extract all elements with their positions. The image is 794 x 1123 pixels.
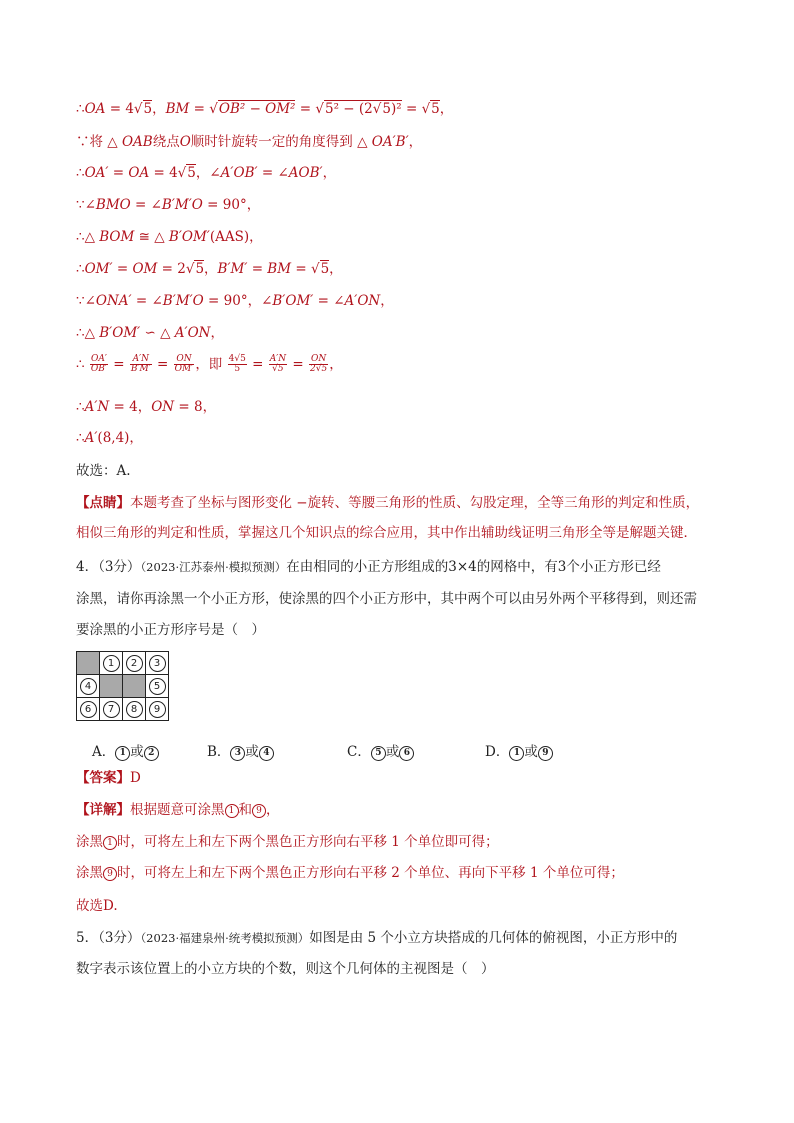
q4-line-1: 4．（3分）（2023·江苏泰州·模拟预测）在由相同的小正方形组成的3×4的网格中，有3个小正方形已经 bbox=[76, 559, 661, 575]
grid-row bbox=[77, 675, 169, 698]
grid-cell bbox=[100, 652, 123, 675]
grid-cell bbox=[123, 698, 146, 721]
grid-cell-number: 1 bbox=[103, 655, 120, 672]
option-d[interactable]: D． 1 或 9 bbox=[485, 740, 553, 761]
solution-line-4: ∵∠BMO = ∠B′M′O = 90°， bbox=[76, 197, 261, 213]
fraction: $\frac{A'N}{√5}$ bbox=[269, 354, 287, 375]
grid-cell-shaded bbox=[100, 675, 123, 698]
grid-cell-number: 4 bbox=[80, 678, 97, 695]
solution-line-11: ∴A′(8,4)， bbox=[76, 430, 143, 446]
grid-cell-number: 7 bbox=[103, 701, 120, 718]
grid-cell-number: 5 bbox=[149, 678, 166, 695]
solution-line-9: ∴ $\frac{OA'}{OB'}$ = $\frac{A'N}{B'M'}$ = $\frac{ON}{OM'}$ ，即 $\frac{4√5}{5}$ = $\frac{A'N}{√5}$ = $\frac{ON}{2√5}$ ， bbox=[76, 354, 343, 375]
fraction: $\frac{4√5}{5}$ bbox=[228, 354, 246, 375]
fraction: $\frac{ON}{2√5}$ bbox=[310, 354, 328, 375]
grid-cell bbox=[146, 652, 169, 675]
grid-cell-number: 3 bbox=[149, 655, 166, 672]
grid-cell bbox=[100, 698, 123, 721]
q4-grid bbox=[76, 651, 169, 721]
solution-line-2: ∵将 △ OAB绕点O顺时针旋转一定的角度得到 △ OA′B′， bbox=[76, 134, 423, 150]
solution-line-5: ∴△ BOM ≅ △ B′OM′(AAS)， bbox=[76, 229, 263, 245]
q4-line-3: 要涂黑的小正方形序号是（ ） bbox=[76, 622, 265, 638]
option-a[interactable]: A． 1 或 2 bbox=[92, 740, 159, 761]
grid-cell bbox=[146, 698, 169, 721]
grid-cell-shaded bbox=[123, 675, 146, 698]
q5-line-2: 数字表示该位置上的小立方块的个数，则这个几何体的主视图是（ ） bbox=[76, 961, 495, 977]
comment-line-2: 相似三角形的判定和性质，掌握这几个知识点的综合应用，其中作出辅助线证明三角形全等是解题关键． bbox=[76, 525, 697, 541]
grid-cell bbox=[77, 675, 100, 698]
grid-cell-shaded bbox=[77, 652, 100, 675]
grid-cell-number: 6 bbox=[80, 701, 97, 718]
solution-line-6: ∴OM′ = OM = 2√5，B′M′ = BM = √5， bbox=[76, 261, 343, 277]
solution-line-3: ∴OA′ = OA = 4√5，∠A′OB′ = ∠AOB′， bbox=[76, 165, 337, 181]
solution-line-1: ∴OA = 4√5，BM = √OB² − OM² = √5² − (2√5)² = √5， bbox=[76, 101, 454, 117]
grid-cell bbox=[123, 652, 146, 675]
grid-cell-number: 8 bbox=[126, 701, 143, 718]
detail-line-1: 涂黑 1 时，可将左上和左下两个黑色正方形向右平移 1 个单位即可得； bbox=[76, 834, 499, 850]
fraction: $\frac{A'N}{B'M'}$ bbox=[130, 354, 151, 375]
option-b[interactable]: B． 3 或 4 bbox=[207, 740, 274, 761]
grid-cell-number: 9 bbox=[149, 701, 166, 718]
fraction: $\frac{ON}{OM'}$ bbox=[174, 354, 194, 375]
detail-choice: 故选D. bbox=[76, 898, 118, 914]
grid-cell bbox=[77, 698, 100, 721]
grid-cell-number: 2 bbox=[126, 655, 143, 672]
detail-line-2: 涂黑 9 时，可将左上和左下两个黑色正方形向右平移 2 个单位、再向下平移 1 个单位可得； bbox=[76, 865, 624, 881]
q4-line-2: 涂黑，请你再涂黑一个小正方形，使涂黑的四个小正方形中，其中两个可以由另外两个平移得到，则还需 bbox=[76, 591, 697, 607]
detail-line: 【详解】根据题意可涂黑 1 和 9 ， bbox=[76, 802, 280, 818]
option-c[interactable]: C． 5 或 6 bbox=[347, 740, 414, 761]
grid-cell bbox=[146, 675, 169, 698]
answer-line: 【答案】D bbox=[76, 770, 141, 786]
q5-line-1: 5．（3分）（2023·福建泉州·统考模拟预测）如图是由 5 个小立方块搭成的几何体的俯视图，小正方形中的 bbox=[76, 930, 678, 946]
solution-line-10: ∴A′N = 4，ON = 8， bbox=[76, 399, 217, 415]
solution-line-7: ∵∠ONA′ = ∠B′M′O = 90°，∠B′OM′ = ∠A′ON， bbox=[76, 293, 394, 309]
comment-line-1: 【点睛】本题考查了坐标与图形变化 −旋转、等腰三角形的性质、勾股定理，全等三角形的判定和性质， bbox=[76, 495, 700, 511]
grid-row bbox=[77, 652, 169, 675]
choice-line: 故选：A. bbox=[76, 463, 131, 479]
fraction: $\frac{OA'}{OB'}$ bbox=[90, 354, 107, 375]
solution-line-8: ∴△ B′OM′ ∽ △ A′ON， bbox=[76, 325, 224, 341]
grid-row bbox=[77, 698, 169, 721]
